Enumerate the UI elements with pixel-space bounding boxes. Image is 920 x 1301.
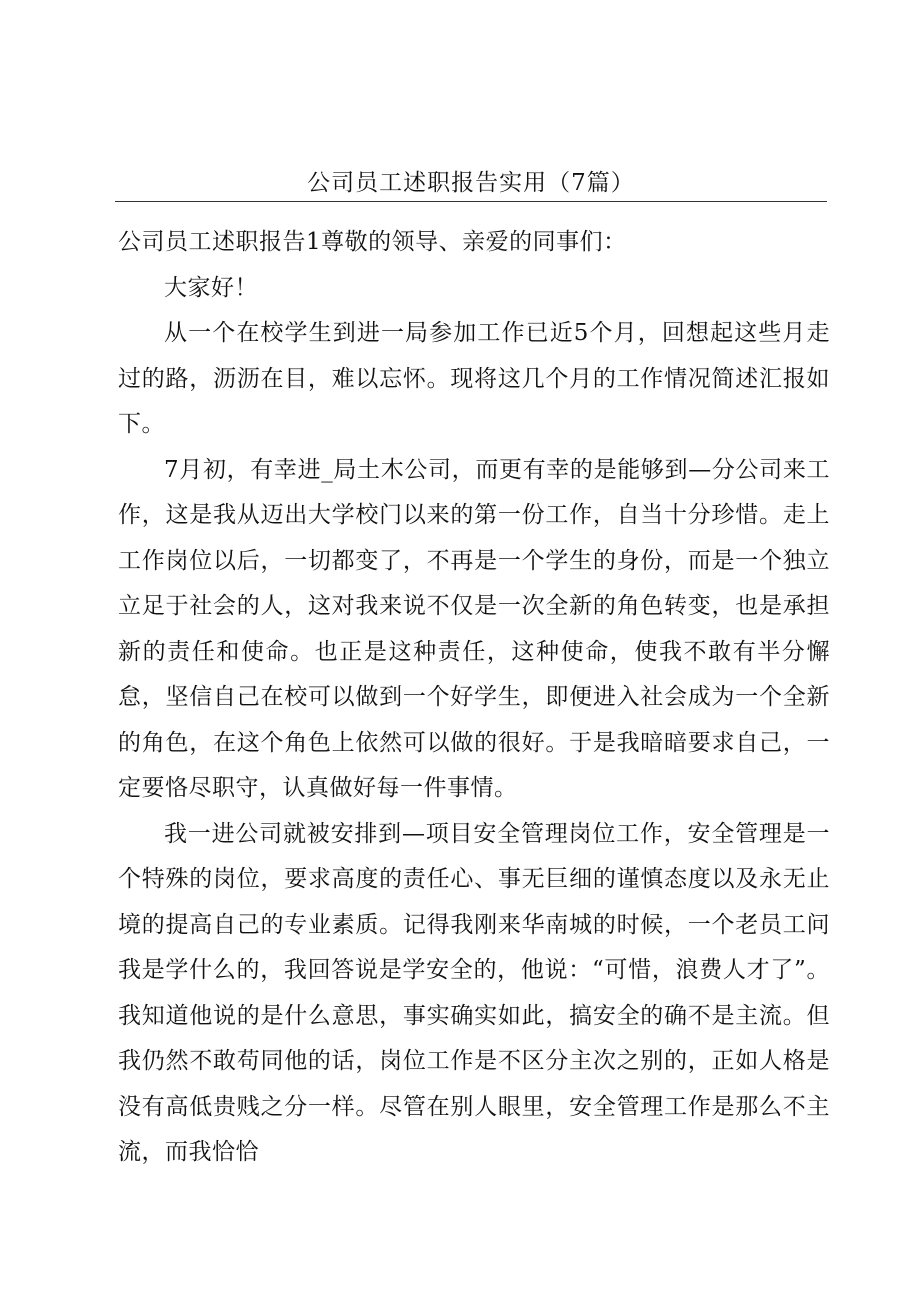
paragraph-july: 7月初，有幸进_局土木公司，而更有幸的是能够到—分公司来工作，这是我从迈出大学校门以来的第一份工作，自当十分珍惜。走上工作岗位以后，一切都变了，不再是一个学生的身份，而是一个独立立足于社会的人，这对我来说不仅是一次全新的角色转变，也是承担新的责任和使命。也正是这种责任，这种使命，使我不敢有半分懈怠，坚信自己在校可以做到一个好学生，即便进入社会成为一个全新的角色，在这个角色上依然可以做的很好。于是我暗暗要求自己，一定要恪尽职守，认真做好每一件事情。 [118, 456, 830, 801]
paragraph-safety-management: 我一进公司就被安排到—项目安全管理岗位工作，安全管理是一个特殊的岗位，要求高度的责任心、事无巨细的谨慎态度以及永无止境的提高自己的专业素质。记得我刚来华南城的时候，一个老员工问我是学什么的，我回答说是学安全的，他说：“可惜，浪费人才了”。我知道他说的是什么意思，事实确实如此，搞安全的确不是主流。但我仍然不敢苟同他的话，岗位工作是不区分主次之别的，正如人格是没有高低贵贱之分一样。尽管在别人眼里，安全管理工作是那么不主流，而我恰恰 [118, 820, 830, 1165]
document-body [118, 220, 830, 1176]
document-title: 公司员工述职报告实用（7篇） [307, 170, 635, 196]
title-divider [115, 201, 827, 202]
paragraph-greeting-heading: 公司员工述职报告1尊敬的领导、亲爱的同事们： [118, 229, 627, 255]
paragraph-greeting: 大家好！ [164, 274, 258, 301]
paragraph-intro: 从一个在校学生到进一局参加工作已近5个月，回想起这些月走过的路，沥沥在目，难以忘怀。现将这几个月的工作情况简述汇报如下。 [118, 320, 830, 437]
